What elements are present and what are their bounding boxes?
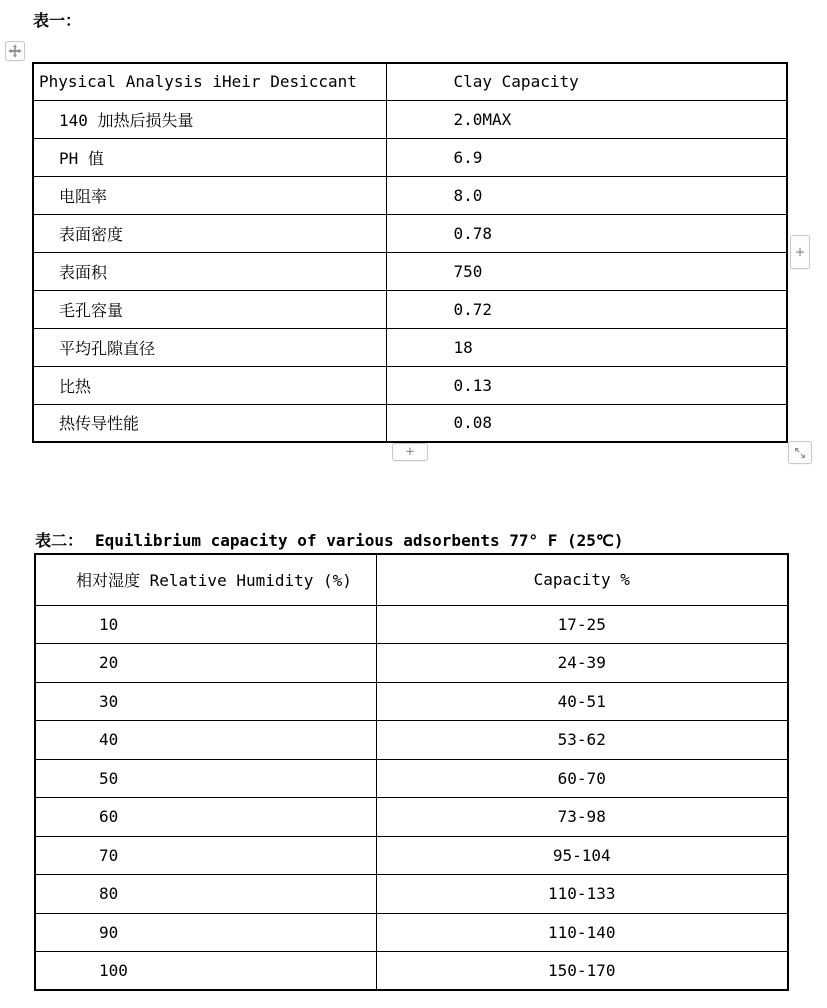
- table-row: [33, 176, 787, 214]
- add-row-button[interactable]: [392, 443, 428, 461]
- table1-cell[interactable]: 8.0: [386, 176, 787, 214]
- table-row: [35, 798, 788, 837]
- table-row: [35, 721, 788, 760]
- table-row: [33, 328, 787, 366]
- table-row: [35, 605, 788, 644]
- table2-cell[interactable]: 110-140: [376, 913, 788, 952]
- table1-cell[interactable]: 18: [386, 328, 787, 366]
- table2-cell[interactable]: 40: [35, 721, 376, 760]
- table-row: [33, 252, 787, 290]
- table2-header-humidity[interactable]: 相对湿度 Relative Humidity (%): [35, 554, 376, 605]
- table1-cell[interactable]: 0.08: [386, 404, 787, 442]
- table2-caption-label: 表二：: [35, 531, 84, 550]
- table-row: [35, 913, 788, 952]
- table1-cell[interactable]: 2.0MAX: [386, 100, 787, 138]
- table2-cell[interactable]: 95-104: [376, 836, 788, 875]
- table2-cell[interactable]: 30: [35, 682, 376, 721]
- table-row: [35, 952, 788, 991]
- table-row: [35, 836, 788, 875]
- plus-icon: +: [405, 444, 415, 460]
- table2-cell[interactable]: 60: [35, 798, 376, 837]
- table2-cell[interactable]: 10: [35, 605, 376, 644]
- table1-cell[interactable]: 表面积: [33, 252, 386, 290]
- table-resize-handle[interactable]: [788, 441, 812, 464]
- table-row: [33, 214, 787, 252]
- table-row: [33, 63, 787, 100]
- table2-cell[interactable]: 40-51: [376, 682, 788, 721]
- table1-cell[interactable]: 毛孔容量: [33, 290, 386, 328]
- table-move-handle[interactable]: [5, 41, 25, 61]
- table1-header-parameter[interactable]: Physical Analysis iHeir Desiccant: [33, 63, 386, 100]
- table-row: [35, 759, 788, 798]
- table1-cell[interactable]: 6.9: [386, 138, 787, 176]
- table2-cell[interactable]: 60-70: [376, 759, 788, 798]
- table2-cell[interactable]: 110-133: [376, 875, 788, 914]
- table1-cell[interactable]: 0.78: [386, 214, 787, 252]
- table2-cell[interactable]: 90: [35, 913, 376, 952]
- table-row: [33, 290, 787, 328]
- table2-cell[interactable]: 70: [35, 836, 376, 875]
- add-column-button[interactable]: [790, 235, 810, 269]
- table1-cell[interactable]: 热传导性能: [33, 404, 386, 442]
- table2-cell[interactable]: 150-170: [376, 952, 788, 991]
- resize-diagonal-icon: [793, 446, 807, 460]
- table2-cell[interactable]: 24-39: [376, 644, 788, 683]
- table2-cell[interactable]: 73-98: [376, 798, 788, 837]
- table-row: [33, 138, 787, 176]
- table-row: [33, 100, 787, 138]
- table1-caption: 表一：: [33, 11, 82, 30]
- table2-cell[interactable]: 100: [35, 952, 376, 991]
- table1-cell[interactable]: 0.72: [386, 290, 787, 328]
- table1-cell[interactable]: 平均孔隙直径: [33, 328, 386, 366]
- table-row: [33, 366, 787, 404]
- table1-cell[interactable]: 表面密度: [33, 214, 386, 252]
- table1-cell[interactable]: PH 值: [33, 138, 386, 176]
- table1-cell[interactable]: 比热: [33, 366, 386, 404]
- table-row: [33, 404, 787, 442]
- table1-header-value[interactable]: Clay Capacity: [386, 63, 787, 100]
- table-row: [35, 554, 788, 605]
- plus-icon: +: [795, 242, 805, 261]
- table2-caption: [35, 528, 624, 551]
- humidity-capacity-table: [34, 553, 789, 991]
- table1-cell[interactable]: 750: [386, 252, 787, 290]
- table2-cell[interactable]: 50: [35, 759, 376, 798]
- table1-cell[interactable]: 电阻率: [33, 176, 386, 214]
- table1-cell[interactable]: 140 加热后损失量: [33, 100, 386, 138]
- table2-header-capacity[interactable]: Capacity %: [376, 554, 788, 605]
- table1-cell[interactable]: 0.13: [386, 366, 787, 404]
- table-row: [35, 682, 788, 721]
- table2-caption-text: Equilibrium capacity of various adsorbents 77° F (25℃): [95, 531, 624, 550]
- table-row: [35, 644, 788, 683]
- physical-analysis-table: [32, 62, 788, 443]
- table2-cell[interactable]: 17-25: [376, 605, 788, 644]
- table-row: [35, 875, 788, 914]
- table2-cell[interactable]: 53-62: [376, 721, 788, 760]
- move-icon: [8, 44, 22, 58]
- table2-cell[interactable]: 20: [35, 644, 376, 683]
- table2-cell[interactable]: 80: [35, 875, 376, 914]
